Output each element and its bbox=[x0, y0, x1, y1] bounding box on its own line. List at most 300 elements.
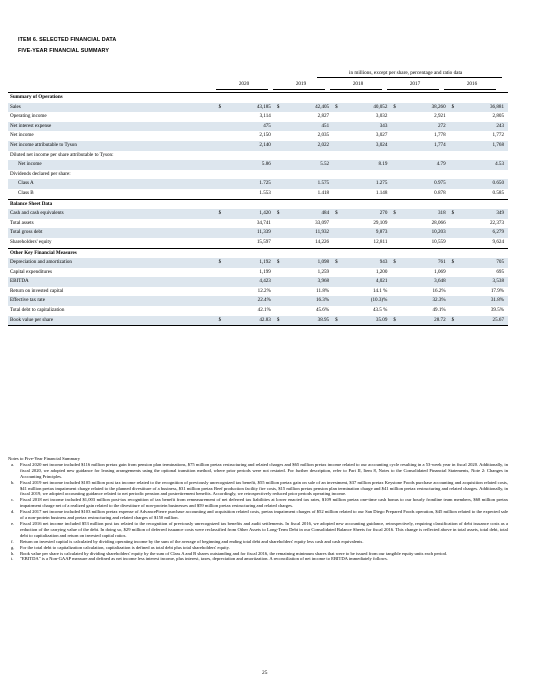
row-label: Summary of Operations bbox=[8, 93, 217, 103]
cell-value: 16.3% bbox=[285, 296, 333, 306]
currency-symbol bbox=[333, 248, 343, 258]
cell-value: 705 bbox=[460, 258, 508, 268]
cell-value: 3,114 bbox=[259, 113, 271, 120]
cell-value: 2,035 bbox=[317, 132, 330, 139]
cell-value: 1,098 bbox=[285, 258, 333, 268]
currency-symbol bbox=[333, 179, 343, 189]
currency-symbol bbox=[275, 179, 285, 189]
cell-value bbox=[343, 170, 391, 180]
cell-value: 11,339 bbox=[227, 228, 275, 238]
cell-value: 42.83 bbox=[227, 316, 275, 326]
currency-symbol bbox=[333, 170, 343, 180]
currency-symbol: $ bbox=[217, 258, 227, 268]
item-title: ITEM 6. SELECTED FINANCIAL DATA bbox=[18, 37, 117, 43]
cell-value bbox=[460, 151, 508, 161]
currency-symbol bbox=[275, 141, 285, 151]
cell-value: 4.79 bbox=[402, 160, 450, 170]
year-rule bbox=[444, 89, 496, 90]
cell-value: 1.418 bbox=[317, 189, 330, 196]
cell-value: 761 bbox=[402, 258, 450, 268]
currency-symbol: $ bbox=[275, 103, 285, 113]
row-label: Cash and cash equivalents bbox=[8, 209, 217, 219]
currency-symbol bbox=[450, 268, 460, 278]
cell-value: 0.975 bbox=[402, 179, 450, 189]
currency-symbol bbox=[217, 170, 227, 180]
footnote-marker: a. bbox=[11, 461, 15, 467]
cell-value: 17.9% bbox=[490, 287, 504, 294]
currency-symbol bbox=[450, 248, 460, 258]
currency-symbol bbox=[391, 277, 401, 287]
currency-symbol bbox=[217, 151, 227, 161]
footnote bbox=[8, 497, 508, 509]
currency-symbol bbox=[217, 122, 227, 132]
cell-value: 4,021 bbox=[343, 277, 391, 287]
cell-value: 33,097 bbox=[315, 219, 330, 226]
cell-value: 35.09 bbox=[343, 316, 391, 326]
cell-value: 1,778 bbox=[434, 132, 446, 139]
currency-symbol bbox=[217, 131, 227, 141]
cell-value: 9,624 bbox=[492, 238, 504, 245]
currency-symbol bbox=[275, 219, 285, 229]
cell-value: 475 bbox=[227, 122, 275, 132]
currency-symbol bbox=[450, 219, 460, 229]
cell-value: 1.553 bbox=[259, 189, 271, 196]
row-label: Diluted net income per share attributable to Tyson: bbox=[10, 151, 114, 158]
year-rule bbox=[273, 89, 325, 90]
table-row bbox=[8, 170, 508, 180]
cell-value bbox=[227, 170, 275, 180]
currency-symbol bbox=[275, 131, 285, 141]
row-label: Book value per share bbox=[8, 316, 217, 326]
currency-symbol bbox=[217, 296, 227, 306]
currency-symbol: $ bbox=[275, 258, 285, 268]
row-label: Class A bbox=[8, 179, 217, 189]
currency-symbol bbox=[275, 306, 285, 316]
currency-symbol bbox=[275, 248, 285, 258]
currency-symbol bbox=[275, 93, 285, 103]
cell-value: 1,199 bbox=[259, 268, 271, 275]
footnote-marker: g. bbox=[11, 544, 15, 550]
cell-value: 10,203 bbox=[402, 228, 450, 238]
table-row bbox=[8, 258, 508, 268]
currency-symbol bbox=[333, 296, 343, 306]
table-row bbox=[8, 219, 508, 229]
cell-value: 451 bbox=[285, 122, 333, 132]
table-row bbox=[8, 238, 508, 248]
cell-value: 38,260 bbox=[402, 103, 450, 113]
cell-value: 28,066 bbox=[431, 219, 446, 226]
cell-value: 6,279 bbox=[460, 228, 508, 238]
currency-symbol bbox=[391, 160, 401, 170]
cell-value: 3,027 bbox=[375, 132, 388, 139]
currency-symbol bbox=[391, 141, 401, 151]
currency-symbol bbox=[217, 287, 227, 297]
footnote bbox=[8, 521, 508, 539]
cell-value: 49.1% bbox=[432, 307, 446, 314]
currency-symbol bbox=[217, 238, 227, 248]
currency-symbol bbox=[450, 287, 460, 297]
currency-symbol bbox=[450, 296, 460, 306]
row-label: Shareholders' equity bbox=[10, 238, 52, 245]
currency-symbol bbox=[333, 151, 343, 161]
cell-value: 38.95 bbox=[285, 316, 333, 326]
footnote-text: Return on invested capital is calculated by dividing operating income by the sum of the average of beginning and ending total debt and shareholders' equity less cash and cash equivalents. bbox=[20, 538, 364, 544]
currency-symbol bbox=[450, 228, 460, 238]
row-label: Total assets bbox=[10, 219, 34, 226]
table-row bbox=[8, 316, 508, 326]
currency-symbol bbox=[391, 228, 401, 238]
cell-value: 9,873 bbox=[343, 228, 391, 238]
currency-symbol: $ bbox=[391, 103, 401, 113]
cell-value: 943 bbox=[343, 258, 391, 268]
currency-symbol bbox=[391, 170, 401, 180]
currency-symbol bbox=[450, 141, 460, 151]
cell-value: 318 bbox=[402, 209, 450, 219]
year-header-2016: 2016 bbox=[466, 81, 478, 87]
cell-value: 12,811 bbox=[373, 238, 388, 245]
row-label: EBITDA bbox=[8, 277, 217, 287]
cell-value: 1.725 bbox=[227, 179, 275, 189]
cell-value: 2,150 bbox=[259, 132, 271, 139]
currency-symbol bbox=[450, 238, 460, 248]
notes-list bbox=[8, 462, 508, 562]
section-header-row bbox=[8, 248, 508, 258]
table-row bbox=[8, 141, 508, 151]
cell-value: 1,069 bbox=[434, 268, 446, 275]
cell-value: 695 bbox=[496, 268, 504, 275]
section-header-row bbox=[8, 93, 508, 103]
currency-symbol bbox=[217, 277, 227, 287]
table-row bbox=[8, 103, 508, 113]
currency-symbol bbox=[333, 112, 343, 122]
row-label: Return on invested capital bbox=[10, 287, 64, 294]
table-row bbox=[8, 122, 508, 132]
table-row bbox=[8, 112, 508, 122]
table-row bbox=[8, 277, 508, 287]
currency-symbol: $ bbox=[217, 209, 227, 219]
cell-value bbox=[227, 248, 275, 258]
currency-symbol bbox=[333, 189, 343, 199]
currency-symbol: $ bbox=[450, 258, 460, 268]
cell-value: 11,932 bbox=[285, 228, 333, 238]
cell-value: 1,772 bbox=[492, 132, 504, 139]
cell-value: 14,226 bbox=[315, 238, 330, 245]
footnote bbox=[8, 462, 508, 480]
year-header-2017: 2017 bbox=[409, 81, 421, 87]
cell-value: 29,109 bbox=[373, 219, 388, 226]
currency-symbol bbox=[450, 112, 460, 122]
table-row bbox=[8, 209, 508, 219]
cell-value bbox=[343, 199, 391, 209]
row-label: Operating income bbox=[10, 113, 47, 120]
cell-value: 40,052 bbox=[343, 103, 391, 113]
currency-symbol: $ bbox=[333, 316, 343, 326]
footnote bbox=[8, 480, 508, 498]
cell-value: 39.5% bbox=[490, 307, 504, 314]
currency-symbol bbox=[391, 179, 401, 189]
row-label: Net income bbox=[10, 132, 34, 139]
footnote-marker: c. bbox=[11, 497, 15, 503]
cell-value: 1,259 bbox=[317, 268, 330, 275]
cell-value: 42,405 bbox=[285, 103, 333, 113]
cell-value: 8.19 bbox=[343, 160, 391, 170]
cell-value: 272 bbox=[402, 122, 450, 132]
cell-value: 25.67 bbox=[460, 316, 508, 326]
currency-symbol bbox=[333, 131, 343, 141]
footnote-text: "EBITDA" is a Non-GAAP measure and defined as net income less interest income, plus interest, taxes, depreciation and amortization. A reconciliation of net income to EBITDA immediately follows. bbox=[20, 556, 388, 562]
row-label: Other Key Financial Measures bbox=[8, 248, 217, 258]
row-label: Balance Sheet Data bbox=[8, 199, 217, 209]
currency-symbol bbox=[275, 296, 285, 306]
footnote-marker: f. bbox=[11, 538, 14, 544]
footnote-text: Book value per share is calculated by dividing shareholders' equity by the sum of Class A and B shares outstanding and for fiscal 2016, the remaining minimum shares that were to be issued from our tangible equity units each period. bbox=[20, 550, 448, 556]
cell-value: 11.8% bbox=[316, 287, 330, 294]
currency-symbol bbox=[391, 296, 401, 306]
currency-symbol bbox=[217, 306, 227, 316]
table-row bbox=[8, 287, 508, 297]
cell-value: 22.4% bbox=[227, 296, 275, 306]
currency-symbol: $ bbox=[217, 316, 227, 326]
table-row bbox=[8, 151, 508, 161]
cell-value bbox=[285, 151, 333, 161]
cell-value bbox=[402, 248, 450, 258]
cell-value bbox=[402, 93, 450, 103]
footnote-marker: i. bbox=[11, 556, 14, 562]
row-label: Dividends declared per share: bbox=[10, 170, 71, 177]
currency-symbol bbox=[450, 151, 460, 161]
currency-symbol bbox=[450, 122, 460, 132]
currency-symbol bbox=[450, 170, 460, 180]
table-row bbox=[8, 268, 508, 278]
cell-value: 15,597 bbox=[256, 238, 271, 245]
currency-symbol bbox=[217, 141, 227, 151]
cell-value: 3,024 bbox=[343, 141, 391, 151]
currency-symbol bbox=[275, 189, 285, 199]
cell-value bbox=[343, 248, 391, 258]
notes-section bbox=[8, 456, 508, 562]
footnote-text: Fiscal 2017 net income included $103 million pretax expense of AdvancePierre purchase accounting and acquisition related costs, pretax impairment charges of $52 million related to our San Diego Prepared Foods operation, $45 million related to the expected sale of a non-protein business and pretax restructuring and related charges of $150 million. bbox=[20, 509, 508, 521]
currency-symbol bbox=[450, 179, 460, 189]
row-label: Total gross debt bbox=[8, 228, 217, 238]
currency-symbol bbox=[275, 170, 285, 180]
currency-symbol bbox=[391, 151, 401, 161]
currency-symbol: $ bbox=[450, 103, 460, 113]
currency-symbol bbox=[217, 219, 227, 229]
cell-value: 1,774 bbox=[402, 141, 450, 151]
row-label: Depreciation and amortization bbox=[8, 258, 217, 268]
footnote bbox=[8, 509, 508, 521]
cell-value: 43.5 % bbox=[372, 307, 388, 314]
currency-symbol bbox=[333, 306, 343, 316]
currency-symbol bbox=[391, 306, 401, 316]
cell-value: 1.148 bbox=[375, 189, 388, 196]
currency-symbol bbox=[391, 248, 401, 258]
currency-symbol bbox=[217, 248, 227, 258]
currency-symbol bbox=[333, 268, 343, 278]
currency-symbol bbox=[217, 228, 227, 238]
currency-symbol bbox=[391, 112, 401, 122]
cell-value: 1,420 bbox=[227, 209, 275, 219]
table-row bbox=[8, 189, 508, 199]
currency-symbol: $ bbox=[333, 258, 343, 268]
cell-value: 3,032 bbox=[375, 113, 388, 120]
currency-symbol bbox=[450, 189, 460, 199]
table-row bbox=[8, 160, 508, 170]
currency-symbol bbox=[333, 238, 343, 248]
row-label: Effective tax rate bbox=[8, 296, 217, 306]
summary-title: FIVE-YEAR FINANCIAL SUMMARY bbox=[18, 48, 110, 54]
cell-value bbox=[402, 199, 450, 209]
year-rule bbox=[216, 89, 268, 90]
currency-symbol: $ bbox=[275, 209, 285, 219]
currency-symbol: $ bbox=[275, 316, 285, 326]
cell-value: 1.275 bbox=[343, 179, 391, 189]
currency-symbol: $ bbox=[333, 103, 343, 113]
cell-value: 12.2% bbox=[257, 287, 271, 294]
cell-value: 2,022 bbox=[285, 141, 333, 151]
cell-value: (10.3)% bbox=[343, 296, 391, 306]
currency-symbol bbox=[217, 93, 227, 103]
cell-value: 43,185 bbox=[227, 103, 275, 113]
currency-symbol bbox=[217, 112, 227, 122]
currency-symbol bbox=[450, 277, 460, 287]
cell-value: 28.72 bbox=[402, 316, 450, 326]
currency-symbol bbox=[391, 268, 401, 278]
cell-value: 2,805 bbox=[492, 113, 504, 120]
currency-symbol bbox=[391, 238, 401, 248]
cell-value: 31.8% bbox=[460, 296, 508, 306]
row-label: Sales bbox=[8, 103, 217, 113]
currency-symbol bbox=[333, 122, 343, 132]
currency-symbol: $ bbox=[450, 316, 460, 326]
table-row bbox=[8, 131, 508, 141]
currency-symbol bbox=[275, 277, 285, 287]
cell-value bbox=[460, 199, 508, 209]
currency-symbol bbox=[391, 287, 401, 297]
table-row bbox=[8, 296, 508, 306]
cell-value bbox=[460, 170, 508, 180]
currency-symbol bbox=[275, 122, 285, 132]
currency-symbol bbox=[333, 219, 343, 229]
cell-value bbox=[460, 248, 508, 258]
row-label: Class B bbox=[18, 189, 34, 196]
cell-value bbox=[402, 170, 450, 180]
currency-symbol bbox=[333, 160, 343, 170]
currency-symbol bbox=[275, 160, 285, 170]
cell-value: 1.575 bbox=[285, 179, 333, 189]
units-note: in millions, except per share, percentage and ratio data bbox=[349, 70, 463, 76]
currency-symbol bbox=[333, 199, 343, 209]
cell-value: 3,968 bbox=[285, 277, 333, 287]
cell-value: 343 bbox=[343, 122, 391, 132]
footnote-marker: b. bbox=[11, 479, 15, 485]
page-number: 25 bbox=[262, 670, 268, 676]
cell-value: 16.2% bbox=[432, 287, 446, 294]
year-rule bbox=[387, 89, 439, 90]
cell-value: 5.86 bbox=[227, 160, 275, 170]
currency-symbol bbox=[391, 93, 401, 103]
cell-value: 14.1 % bbox=[372, 287, 388, 294]
currency-symbol bbox=[333, 277, 343, 287]
currency-symbol bbox=[333, 228, 343, 238]
cell-value: 2,827 bbox=[317, 113, 330, 120]
year-header-2020: 2020 bbox=[238, 81, 250, 87]
cell-value: 1,768 bbox=[460, 141, 508, 151]
year-header-2019: 2019 bbox=[295, 81, 307, 87]
currency-symbol bbox=[275, 199, 285, 209]
footnote-text: Fiscal 2020 net income included $116 million pretax gain from pension plan terminations, $75 million pretax restructuring and related charges and $65 million pretax income related to our accounting cycle resulting in a 53-week year in fiscal 2020. Additionally, in fiscal 2020, we adopted new guidance for leasing arrangements using the optional transition method, where prior periods were not restated. For further description, refer to Part II, Item 8, Notes to the Consolidated Financial Statements, Note 2: Changes in Accounting Principles. bbox=[20, 461, 508, 479]
cell-value: 484 bbox=[285, 209, 333, 219]
year-header-2018: 2018 bbox=[352, 81, 364, 87]
currency-symbol: $ bbox=[391, 316, 401, 326]
cell-value bbox=[402, 151, 450, 161]
currency-symbol bbox=[333, 141, 343, 151]
currency-symbol bbox=[217, 179, 227, 189]
cell-value bbox=[227, 151, 275, 161]
currency-symbol bbox=[275, 112, 285, 122]
cell-value bbox=[285, 248, 333, 258]
currency-symbol bbox=[275, 268, 285, 278]
row-label: Net income attributable to Tyson bbox=[8, 141, 217, 151]
row-label: Net income bbox=[8, 160, 217, 170]
table-row bbox=[8, 228, 508, 238]
cell-value bbox=[285, 170, 333, 180]
footnote-text: Fiscal 2018 net income included $1,003 million post-tax recognition of tax benefit from remeasurement of net deferred tax liabilities at lower enacted tax rates, $109 million pretax one-time cash bonus to our hourly frontline team members, $68 million pretax impairment charge net of a realized gain related to the divestiture of non-protein businesses and $59 million pretax restructuring and related charges. bbox=[20, 497, 508, 509]
currency-symbol bbox=[217, 160, 227, 170]
row-label: Total debt to capitalization bbox=[10, 307, 65, 314]
currency-symbol bbox=[391, 131, 401, 141]
currency-symbol: $ bbox=[391, 258, 401, 268]
currency-symbol bbox=[333, 93, 343, 103]
cell-value: 36,881 bbox=[460, 103, 508, 113]
currency-symbol bbox=[217, 189, 227, 199]
currency-symbol bbox=[450, 131, 460, 141]
cell-value: 32.3% bbox=[402, 296, 450, 306]
footnote-marker: e. bbox=[11, 520, 15, 526]
currency-symbol bbox=[450, 306, 460, 316]
year-rule bbox=[330, 89, 382, 90]
cell-value: 349 bbox=[460, 209, 508, 219]
cell-value: 3,648 bbox=[402, 277, 450, 287]
row-label: Capital expenditures bbox=[10, 268, 53, 275]
currency-symbol: $ bbox=[450, 209, 460, 219]
cell-value bbox=[285, 199, 333, 209]
currency-symbol bbox=[217, 199, 227, 209]
cell-value: 270 bbox=[343, 209, 391, 219]
cell-value bbox=[343, 93, 391, 103]
currency-symbol bbox=[275, 238, 285, 248]
cell-value: 4,423 bbox=[227, 277, 275, 287]
cell-value bbox=[460, 93, 508, 103]
financial-summary-table bbox=[8, 92, 508, 326]
currency-symbol bbox=[391, 199, 401, 209]
cell-value: 1,192 bbox=[227, 258, 275, 268]
currency-symbol bbox=[391, 219, 401, 229]
section-header-row bbox=[8, 199, 508, 209]
currency-symbol: $ bbox=[333, 209, 343, 219]
cell-value bbox=[227, 93, 275, 103]
notes-title: Notes to Five-Year Financial Summary bbox=[8, 456, 81, 461]
cell-value: 2,921 bbox=[434, 113, 446, 120]
cell-value bbox=[227, 199, 275, 209]
currency-symbol bbox=[275, 151, 285, 161]
currency-symbol bbox=[450, 93, 460, 103]
cell-value: 42.1% bbox=[257, 307, 271, 314]
cell-value: 2,140 bbox=[227, 141, 275, 151]
table-row bbox=[8, 179, 508, 189]
currency-symbol: $ bbox=[217, 103, 227, 113]
footnote-marker: d. bbox=[11, 509, 15, 515]
